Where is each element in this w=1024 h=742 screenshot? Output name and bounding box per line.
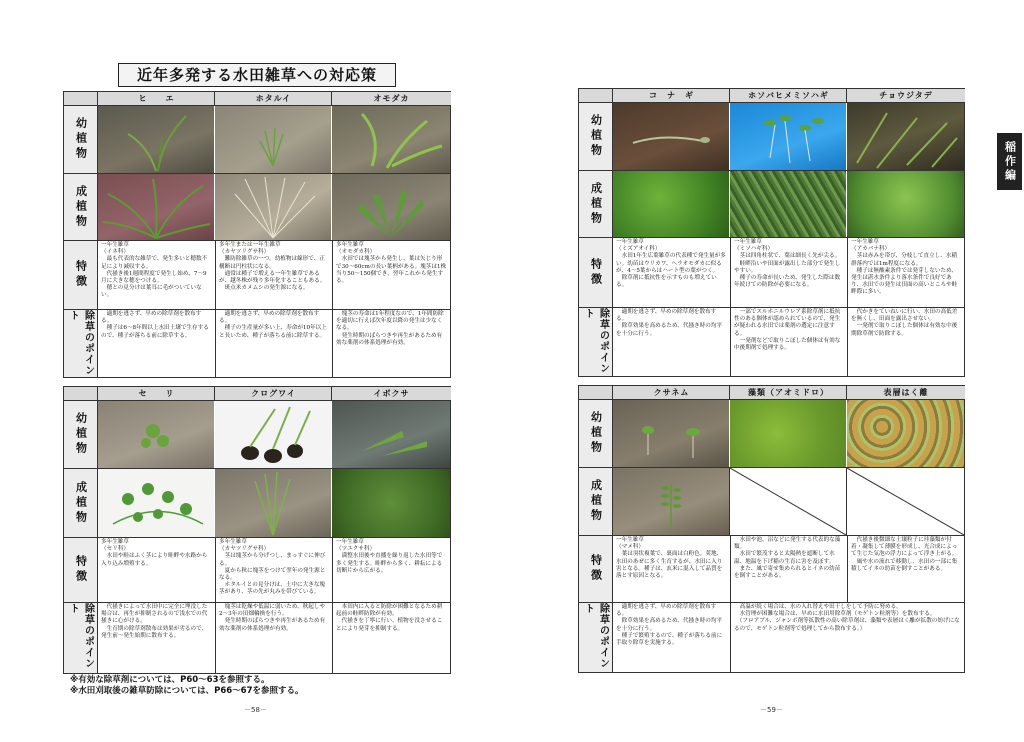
weed-table-3 [63,386,451,674]
row-label-mature: 成植物 [64,469,98,537]
photo-hotarui-seedling [215,106,331,173]
weed-name-hie: ヒ エ [97,92,215,106]
feature-ibokusa: 一年生雑草 （ツユクサ科） 満整水田後や直播を繰り返した水田等で多く発生する。畦畔から多く、耕耘による切断片から広がる。 [332,538,450,602]
weed-table-2 [578,88,965,377]
photo-kurogwai-mature [215,469,331,537]
weeding-kurogwai: 塊茎は乾燥や低温に弱いため、秋起しや2～3年の田畑輪換を行う。 発生時期のばらつきや再生があるため有効な薬剤の体系処理が有効。 [215,603,331,673]
photo-konagi-mature [613,171,729,237]
photo-kusanemu-mature [613,468,729,535]
weed-name-seri: セ リ [97,387,215,401]
note-herbicide: ※有効な除草剤については、P60～63を参照する。 [70,675,270,685]
row-label-seedling: 幼植物 [579,103,613,170]
row-label-feature: 特徴 [64,241,98,309]
weeding-ibokusa: 本田内に入ると防除が困難となるため耕起前の畦畔防除が有効。 代掻きを丁寧に行い、植物を没させることにより発芽を抑制する。 [332,603,450,673]
photo-kusanemu-seedling [613,400,729,467]
weeding-hosobahime: 一部でスルホニルウレア系除草剤に抵抗性のある個体が認められているので、発生が疑われる水田では薬剤の選定に注意する。 一発剤などで取りこぼした個体は有効な中後期剤で処理する。 [730,308,846,376]
feature-kurogwai: 多年生雑草 （カヤツリグサ科） 茎は塊茎から分げつし、まっすぐに伸びる。 夏から秋に塊茎をつけて翌年の発生源となる。 ホタルイとの見分けは、土中に大きな塊茎があり、茎の先が丸みを帯びている。 [215,538,331,602]
weed-name-konagi: コ ナ ギ [612,89,730,103]
row-label-mature: 成植物 [64,174,98,240]
row-label-weeding: 除草のポイント [579,603,613,672]
notes [70,675,303,697]
row-label-mature: 成植物 [579,468,613,535]
weed-name-kurogwai: クログワイ [214,387,332,401]
row-label-feature: 特徴 [64,538,98,602]
weed-name-hyousou: 表層はく離 [846,386,965,400]
weeding-seri: 代掻きによって水田中に完全に埋没した場合は、再生が抑制されるので浅水での代掻きに心がける。 生育期の除草剤散布は効果が劣るので、発生前～発生始期に散布する。 [101,604,208,639]
photo-hosobahime-seedling [730,103,846,170]
row-label-weeding: 除草のポイント [64,310,98,377]
section-tab-rice: 稲作編 [997,133,1022,190]
photo-sourui-seedling [730,400,846,467]
weed-name-sourui: 藻類（アオミドロ） [729,386,847,400]
weed-table-4 [578,385,965,673]
photo-hyousou-seedling [847,400,964,467]
row-label-feature: 特徴 [579,536,613,602]
photo-konagi-seedling [613,103,729,170]
empty-cell-sourui [730,468,846,535]
row-label-seedling: 幼植物 [64,401,98,468]
weeding-sourui-hyousou: 高温が続く場合は、水の入れ替えや田干しをして予防に努める。 水管理が困難な場合は、早めに水田用除草剤（モゲトン粒剤等）を散布する。 （フロアブル、ジャンボ剤等拡散性の高い除草剤は、藻類や表層はく離が拡散の妨げになるので、モゲトン粒剤等で処理してから散布する。） [730,603,964,672]
row-label-seedling: 幼植物 [64,106,98,173]
weeding-hotarui: 適期を逃さず、早めの除草剤を散布する。 種子の生産量が多い上、寿命が10年以上と長いため、種子が落ちる前に除草する。 [215,310,331,377]
weed-name-hosobahime: ホソバヒメミソハギ [729,89,847,103]
table-header-spacer [64,92,97,106]
row-label-mature: 成植物 [579,171,613,237]
weed-name-choujitade: チョウジタデ [846,89,965,103]
weed-name-ibokusa: イボクサ [331,387,451,401]
row-label-feature: 特徴 [579,238,613,307]
feature-hotarui: 多年生または一年生雑草 （カヤツリグサ科） 難防除雑草の一つ。幼植物は線形で、正構断は円柱状になる。 通常は種子で増える一年生雑草であるが、越冬株が残り多年化することもある。 斑点米カメムシの発生源になる。 [215,241,331,309]
photo-ibokusa-mature [332,469,450,537]
row-label-weeding: 除草のポイント [579,308,613,376]
feature-omodaka: 多年生雑草 （オモダカ科） 水田では塊茎から発生し、葉は矢じり形で30～60cmの長い葉柄がある。塊茎は1株当り50～150個でき、翌年これから発生する。 [332,241,450,309]
feature-seri: 多年生雑草 （セリ科） 水田や畦はふく茎により畦畔や水路から入り込み増殖する。 [101,539,208,567]
photo-choujitade-mature [847,171,964,237]
photo-hie-mature [98,174,214,240]
weeding-kusanemu: 適期を逃さず、早めの除草剤を散布する。 除草効果を高めるため、代掻き時の均平を十分に行う。 種子で繁殖するので、種子が落ちる前に手取り除草を実施する。 [616,604,723,647]
photo-hie-seedling [98,106,214,173]
photo-hosobahime-mature [730,171,846,237]
photo-omodaka-mature [332,174,450,240]
feature-hosobahime: 一年生雑草 （ミソハギ科） 茎は四角柱状で、葉は細長く先が尖る。 畦畔沿いや田面が露出した部分で発生しやすい。 種子の寿命が長いため、発生した際は数年続けての防除が必要になる。 [730,238,846,307]
weed-name-kusanemu: クサネム [612,386,730,400]
page-title: 近年多発する水田雑草への対応策 [118,63,396,87]
row-label-weeding: 除草のポイント [64,603,98,673]
weed-name-hotarui: ホタルイ [214,92,332,106]
photo-seri-mature [98,469,214,537]
weed-table-1 [63,91,451,378]
feature-hie: 一年生雑草 （イネ科） 最も代表的な雑草で、発生多いと穂数不足により減収する。 代掻き後1週間程度で発生し始め、7～9月に大きな穂をつける。 穂との見分けは葉耳に毛がついていない。 [101,242,208,299]
note-after-harvest: ※水田刈取後の雑草防除については、P66～67を参照する。 [70,686,304,696]
photo-omodaka-seedling [332,106,450,173]
feature-sourui: 水田や池、沼などに発生する代表的な藻類。 水田で繁茂すると太陽熱を遮断して水温、地温を下げ稲の生育に害を及ぼす。 また、風で寄せ集められるとイネの幼苗を倒すことがある。 [730,536,846,602]
feature-hyousou: 代掻き後微細な土壌粒子に珪藻類が付着・凝集して薄膜を形成し、光合成によって生じた気泡の浮力によって浮き上がる。 風や水の流れで移動し、水田の一部に集積してイネの幼苗を倒すことがある。 [847,536,964,602]
page-number-right: －59－ [760,706,783,714]
weed-name-omodaka: オモダカ [331,92,451,106]
photo-ibokusa-seedling [332,401,450,468]
weeding-konagi: 適期を逃さず、早めの除草剤を散布する。 除草効果を高めるため、代掻き時の均平を十分に行う。 [616,309,723,337]
page-number-left: －58－ [244,706,267,714]
weeding-hie: 適期を逃さず、早めの除草剤を散布する。 種子は6～8年間以上水田土壌で生存するので、種子が落ちる前に除草する。 [101,311,209,339]
feature-kusanemu: 一年生雑草 （マメ科） 葉は羽状複葉で、裏面は白粉色。莢地、水田のあぜに多く生育するが、水田に入り害となる。種子は、玄米に混入して品質を落とす原因となる。 [616,537,723,580]
empty-cell-hyousou [847,468,964,535]
weeding-omodaka: 塊茎の寿命は1年程度なので、1年間防除を適切に行えば次年度以降の発生は少なくなる。 発生時期のばらつきや再生があるため有効な薬剤の体系処理が有効。 [332,310,450,377]
photo-kurogwai-seedling [215,401,331,468]
photo-seri-seedling [98,401,214,468]
photo-hotarui-mature [215,174,331,240]
photo-choujitade-seedling [847,103,964,170]
row-label-seedling: 幼植物 [579,400,613,467]
feature-choujitade: 一年生雑草 （アカバナ科） 茎は赤みを帯び、分枝して直立し、水稲群落内では1m程度になる。 種子は無酸素条件では発芽しないため、発生は湛水条件より落水条件で良好であり、水田での発生は田面の高いところや畦畔際に多い。 [847,238,964,307]
feature-konagi: 一年生雑草 （ミズアオイ科） 水田1年生広葉雑草の代表種で発生量が多い。幼苗はウリカワ、ヘラオモダカに似るが、4～5葉からはハート型の葉がつく。 除草剤に抵抗性を示すものも増えている。 [616,239,726,289]
weeding-choujitade: 代かきをていねいに行い、水田の高低差を無くし、田面を露出させない。 一発剤で取りこぼした個体は有効な中後期除草剤で防除する。 [847,308,964,376]
